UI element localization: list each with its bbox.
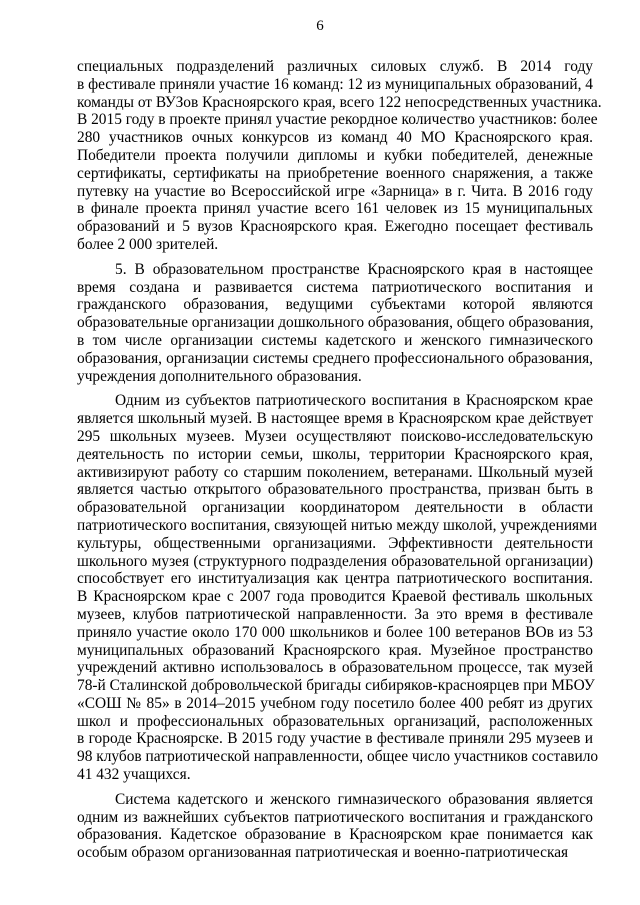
text-line: является школьный музей. В настоящее время в Красноярском крае действует	[77, 410, 593, 428]
text-line: является частью открытого образовательного пространства, призван быть в	[77, 481, 593, 499]
text-line: «СОШ № 85» в 2014–2015 учебном году посетило более 400 ребят из других	[77, 694, 593, 712]
paragraph	[77, 58, 602, 254]
text-line: образования, организации системы среднего профессионального образования,	[77, 349, 593, 367]
text-line: муниципальных образований Красноярского края. Музейное пространство	[77, 641, 593, 659]
text-line: школьного музея (структурного подразделения образовательной организации)	[77, 552, 593, 570]
text-line: 295 школьных музеев. Музеи осуществляют поисково-исследовательскую	[77, 427, 593, 445]
text-line: приняло участие около 170 000 школьников и более 100 ветеранов ВОв из 53	[77, 623, 593, 641]
text-line: В 2015 году в проекте принял участие рекордное количество участников: более	[77, 111, 598, 129]
paragraph	[77, 261, 593, 386]
text-line: одним из важнейших субъектов патриотического воспитания и гражданского	[77, 808, 593, 826]
text-line: музеев, клубов патриотической направленности. За это время в фестивале	[77, 605, 593, 623]
text-line: образовательные организации дошкольного образования, общего образования,	[77, 314, 594, 332]
text-line: учреждений активно использовалось в образовательном процессе, так музей	[77, 659, 593, 677]
text-line: специальных подразделений различных силовых служб. В 2014 году	[77, 58, 593, 75]
text-line: сертификаты, сертификаты на приобретение военного снаряжения, а также	[77, 164, 593, 182]
text-line: Победители проекта получили дипломы и кубки победителей, денежные	[77, 146, 593, 164]
page-number: 6	[316, 18, 324, 34]
text-line: команды от ВУЗов Красноярского края, всего 122 непосредственных участника.	[77, 93, 602, 111]
text-line: образовательной организации координатором деятельности в области	[77, 499, 593, 517]
text-line: в городе Красноярске. В 2015 году участие в фестивале приняли 295 музеев и	[77, 730, 593, 748]
text-line: В Красноярском крае с 2007 года проводится Краевой фестиваль школьных	[77, 588, 593, 606]
text-line: гражданского образования, ведущими субъектами которой являются	[77, 296, 593, 314]
text-line: путевку на участие во Всероссийской игре «Зарница» в г. Чита. В 2016 году	[77, 182, 593, 200]
text-line: Одним из субъектов патриотического воспитания в Красноярском крае	[115, 392, 593, 410]
text-line: патриотического воспитания, связующей нитью между школой, учреждениями	[77, 516, 598, 534]
text-line: способствует его институализация как центра патриотического воспитания.	[77, 570, 593, 588]
text-line: время создана и развивается система патриотического воспитания и	[77, 278, 593, 296]
text-line: в финале проекта принял участие всего 161 человек из 15 муниципальных	[77, 200, 593, 218]
paragraph	[77, 392, 599, 784]
text-line: активизируют работу со старшим поколением, ветеранами. Школьный музей	[77, 463, 593, 481]
text-line: 280 участников очных конкурсов из команд 40 МО Красноярского края.	[77, 129, 593, 147]
text-line: в том числе организации системы кадетского и женского гимназического	[77, 331, 593, 349]
text-line: 41 432 учащихся.	[77, 766, 191, 784]
text-line: учреждения дополнительного образования.	[77, 367, 362, 385]
text-line: более 2 000 зрителей.	[77, 235, 219, 253]
text-line: особым образом организованная патриотическая и военно-патриотическая	[77, 844, 569, 862]
text-line: культуры, общественными организациями. Эффективности деятельности	[77, 534, 593, 552]
document-body	[77, 58, 602, 869]
text-line: образований и 5 вузов Красноярского края. Ежегодно посещает фестиваль	[77, 218, 593, 236]
text-line: 5. В образовательном пространстве Красноярского края в настоящее	[115, 260, 593, 278]
text-line: образования. Кадетское образование в Красноярском крае понимается как	[77, 826, 593, 844]
text-line: в фестивале приняли участие 16 команд: 12 из муниципальных образований, 4	[77, 75, 593, 93]
text-line: школ и профессиональных образовательных организаций, расположенных	[77, 712, 593, 730]
paragraph	[77, 791, 593, 862]
text-line: деятельность по истории семьи, школы, территории Красноярского края,	[77, 445, 593, 463]
text-line: 78-й Сталинской добровольческой бригады сибиряков-красноярцев при МБОУ	[77, 677, 595, 695]
text-line: Система кадетского и женского гимназического образования является	[115, 790, 593, 808]
text-line: 98 клубов патриотической направленности, общее число участников составило	[77, 748, 599, 766]
